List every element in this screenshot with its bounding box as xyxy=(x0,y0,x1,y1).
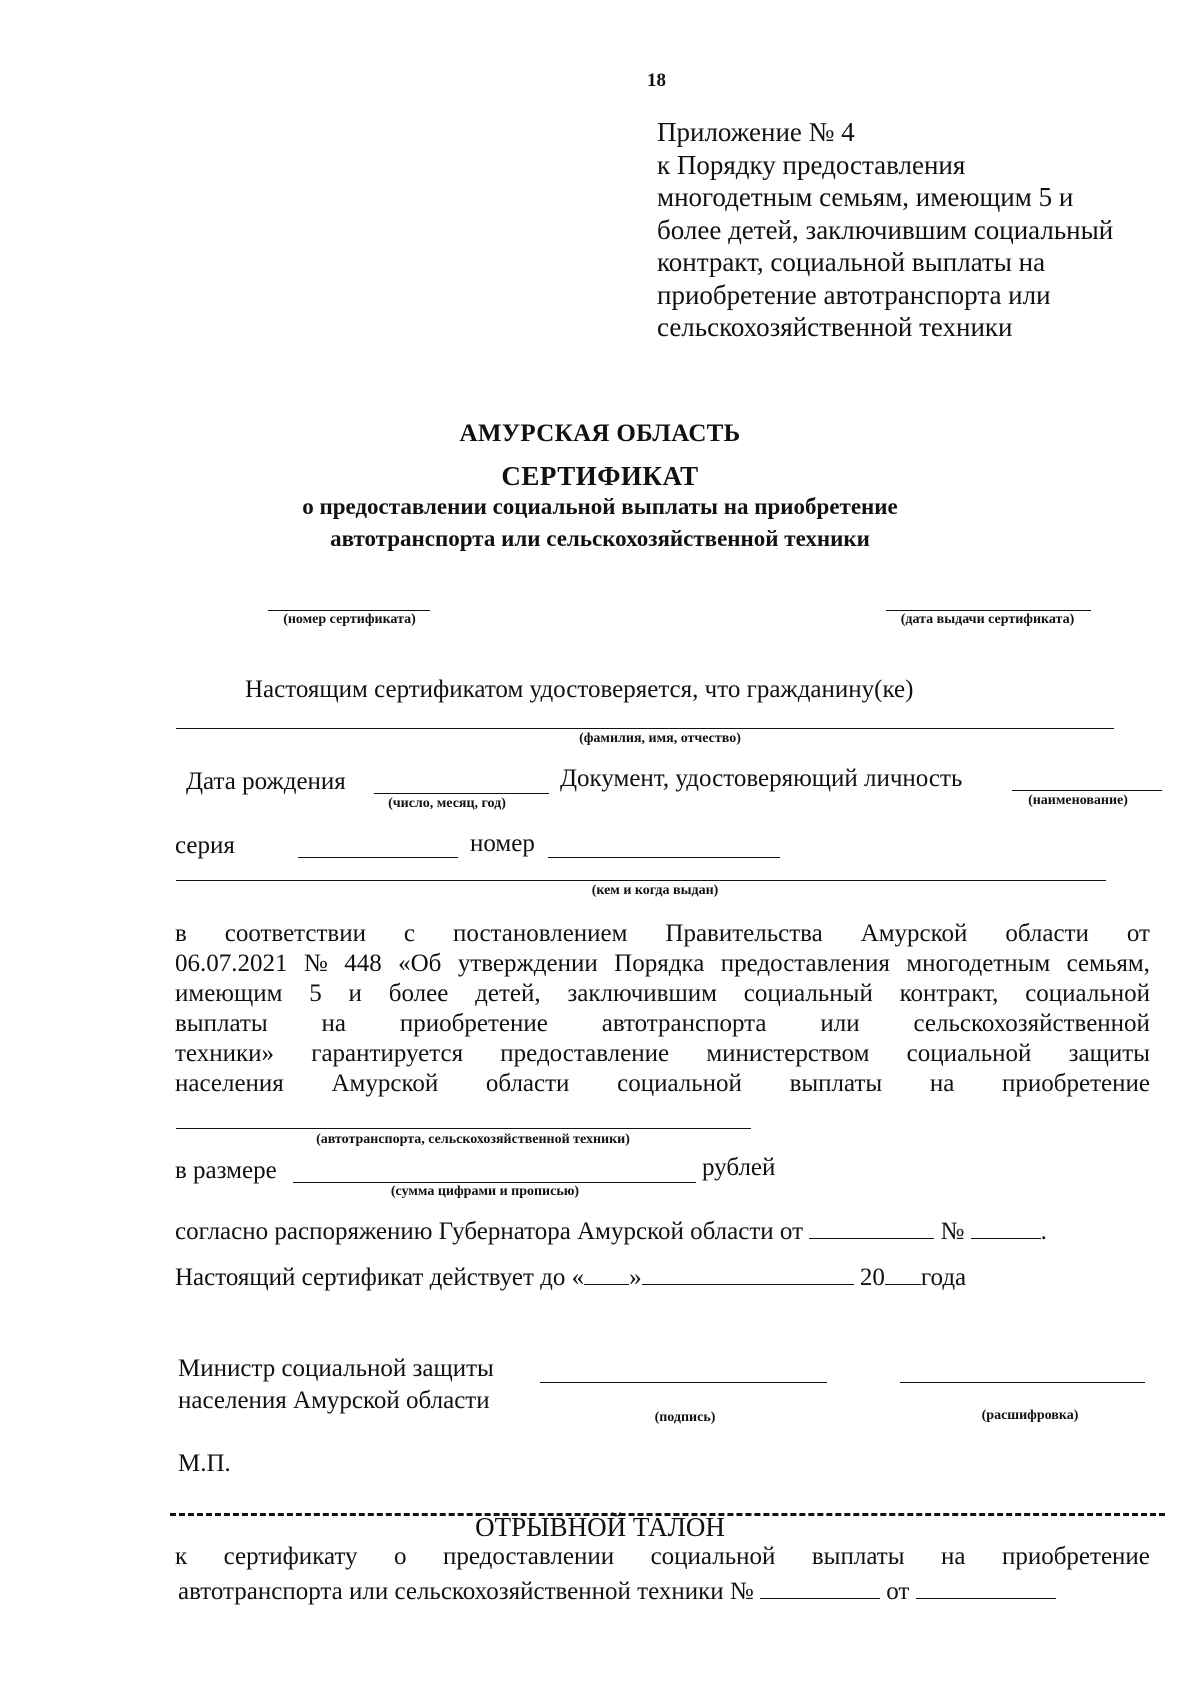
number-field[interactable] xyxy=(548,857,780,858)
minister-title-line2: населения Амурской области xyxy=(178,1387,490,1414)
word: утверждении xyxy=(457,950,598,977)
word: и xyxy=(348,980,362,1007)
word: социальной xyxy=(650,1543,776,1570)
word: в xyxy=(175,920,187,947)
word: 448 xyxy=(344,950,382,977)
governor-order-text: согласно распоряжению Губернатора Амурской области от xyxy=(175,1218,803,1245)
word: области xyxy=(485,1070,570,1097)
id-document-caption: (наименование) xyxy=(1028,793,1128,808)
word: о xyxy=(394,1543,407,1570)
word: соответствии xyxy=(224,920,366,947)
amount-label: в размере xyxy=(175,1157,277,1184)
word: или xyxy=(820,1010,860,1037)
appendix-line: приобретение автотранспорта или xyxy=(657,279,1051,310)
appendix-line: контракт, социальной выплаты на xyxy=(657,247,1046,277)
valid-quote-close: » xyxy=(629,1264,642,1291)
appendix-line: Приложение № 4 xyxy=(657,117,855,147)
word: социальной xyxy=(1025,980,1150,1007)
appendix-block xyxy=(657,116,1177,344)
talon-text: автотранспорта или сельскохозяйственной техники № xyxy=(178,1578,754,1605)
page-number: 18 xyxy=(647,70,666,91)
word: заключившим xyxy=(567,980,717,1007)
rubles-label: рублей xyxy=(702,1154,776,1181)
word: сертификату xyxy=(223,1543,358,1570)
word: 5 xyxy=(309,980,322,1007)
paragraph-line xyxy=(175,980,1150,1008)
minister-title-line1: Министр социальной защиты xyxy=(178,1355,494,1382)
talon-from-label: от xyxy=(886,1578,910,1605)
word: Амурской xyxy=(331,1070,439,1097)
birth-date-caption: (число, месяц, год) xyxy=(388,796,506,811)
appendix-line: сельскохозяйственной техники xyxy=(657,312,1013,342)
series-label: серия xyxy=(175,832,235,859)
word: детей, xyxy=(475,980,541,1007)
birth-date-label: Дата рождения xyxy=(186,768,346,795)
valid-year-suffix: года xyxy=(920,1264,967,1291)
word: выплаты xyxy=(175,1010,268,1037)
valid-year-prefix: 20 xyxy=(859,1264,885,1291)
word: семьям, xyxy=(1066,950,1150,977)
word: сельскохозяйственной xyxy=(913,1010,1150,1037)
signature-field[interactable] xyxy=(540,1382,827,1383)
word: контракт, xyxy=(899,980,999,1007)
word: к xyxy=(175,1543,188,1570)
certificate-number-field[interactable] xyxy=(268,610,430,611)
id-document-label: Документ, удостоверяющий личность xyxy=(560,765,963,792)
paragraph-line xyxy=(175,1010,1150,1038)
word: области xyxy=(1005,920,1089,947)
order-date-field[interactable] xyxy=(809,1216,934,1239)
amount-field[interactable] xyxy=(293,1182,696,1183)
valid-month-field[interactable] xyxy=(642,1262,854,1285)
word: многодетным xyxy=(906,950,1051,977)
birth-date-field[interactable] xyxy=(374,793,549,794)
word: 06.07.2021 xyxy=(175,950,288,977)
word: гарантируется xyxy=(311,1040,464,1067)
paragraph-line xyxy=(175,950,1150,978)
talon-line-2 xyxy=(178,1576,1056,1606)
valid-day-field[interactable] xyxy=(584,1262,629,1285)
word: на xyxy=(940,1543,966,1570)
issue-date-caption: (дата выдачи сертификата) xyxy=(900,612,1075,627)
order-end-dot: . xyxy=(1040,1218,1047,1245)
valid-year-field[interactable] xyxy=(885,1262,921,1285)
word: «Об xyxy=(398,950,442,977)
talon-date-field[interactable] xyxy=(916,1576,1056,1599)
word: предоставлении xyxy=(442,1543,615,1570)
word: предоставления xyxy=(720,950,890,977)
word: на xyxy=(929,1070,955,1097)
valid-until-text: Настоящий сертификат действует до « xyxy=(175,1264,585,1291)
word: Правительства xyxy=(665,920,823,947)
paragraph-line xyxy=(175,1070,1150,1098)
decoding-caption: (расшифровка) xyxy=(981,1408,1079,1423)
word: защиты xyxy=(1068,1040,1150,1067)
order-number-sign: № xyxy=(940,1218,965,1245)
appendix-line: к Порядку предоставления xyxy=(657,149,966,180)
word: № xyxy=(303,950,328,977)
talon-number-field[interactable] xyxy=(760,1576,880,1599)
word: населения xyxy=(175,1070,284,1097)
word: Амурской xyxy=(860,920,968,947)
region-heading: АМУРСКАЯ ОБЛАСТЬ xyxy=(459,420,741,447)
document-subtitle-line1: о предоставлении социальной выплаты на приобретение xyxy=(302,494,898,519)
word: выплаты xyxy=(811,1543,905,1570)
word: социальной xyxy=(906,1040,1032,1067)
talon-title: ОТРЫВНОЙ ТАЛОН xyxy=(475,1512,725,1542)
word: министерством xyxy=(706,1040,870,1067)
word: техники» xyxy=(175,1040,274,1067)
certificate-number-caption: (номер сертификата) xyxy=(283,612,416,627)
appendix-line: более детей, заключившим социальный xyxy=(657,214,1114,245)
id-document-field[interactable] xyxy=(1012,790,1162,791)
word: социальной xyxy=(617,1070,742,1097)
valid-until-line xyxy=(175,1262,966,1292)
word: приобретение xyxy=(1002,1070,1150,1097)
word: предоставление xyxy=(500,1040,670,1067)
talon-line xyxy=(175,1543,1150,1571)
intro-text: Настоящим сертификатом удостоверяется, что гражданину(ке) xyxy=(245,676,914,703)
appendix-line: многодетным семьям, имеющим 5 и xyxy=(657,182,1074,212)
number-label: номер xyxy=(470,830,535,857)
full-name-caption: (фамилия, имя, отчество) xyxy=(579,731,741,746)
word: постановлением xyxy=(452,920,628,947)
vehicle-caption: (автотранспорта, сельскохозяйственной техники) xyxy=(316,1132,630,1147)
stamp-placeholder: М.П. xyxy=(178,1450,231,1477)
word: приобретение xyxy=(1001,1543,1150,1570)
order-number-field[interactable] xyxy=(971,1216,1041,1239)
issued-by-field[interactable] xyxy=(176,880,1106,881)
word: Порядка xyxy=(614,950,705,977)
issued-by-caption: (кем и когда выдан) xyxy=(591,883,719,898)
signature-caption: (подпись) xyxy=(654,1410,716,1425)
word: имеющим xyxy=(175,980,283,1007)
paragraph-line xyxy=(175,1040,1150,1068)
word: на xyxy=(321,1010,347,1037)
amount-caption: (сумма цифрами и прописью) xyxy=(390,1184,580,1199)
word: приобретение xyxy=(399,1010,548,1037)
issue-date-field[interactable] xyxy=(886,610,1091,611)
word: более xyxy=(388,980,449,1007)
governor-order-line xyxy=(175,1216,1047,1246)
document-title: СЕРТИФИКАТ xyxy=(501,461,699,491)
word: от xyxy=(1126,920,1150,947)
vehicle-field[interactable] xyxy=(176,1128,751,1129)
word: автотранспорта xyxy=(601,1010,767,1037)
series-field[interactable] xyxy=(298,857,458,858)
word: с xyxy=(403,920,416,947)
word: социальный xyxy=(743,980,873,1007)
document-subtitle-line2: автотранспорта или сельскохозяйственной техники xyxy=(330,526,870,551)
word: выплаты xyxy=(789,1070,883,1097)
full-name-field[interactable] xyxy=(176,728,1114,729)
decoding-field[interactable] xyxy=(900,1382,1145,1383)
paragraph-line xyxy=(175,920,1150,948)
